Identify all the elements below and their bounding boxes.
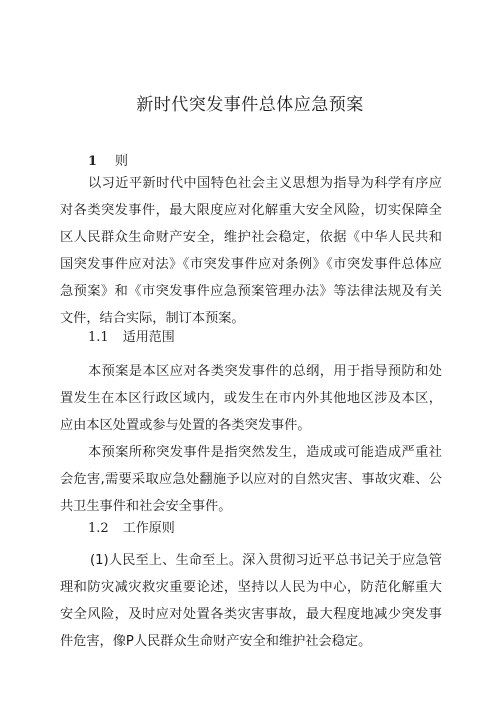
section-number: 1.2 xyxy=(88,521,109,536)
section-heading-principles xyxy=(88,517,175,536)
paragraph-guiding-principles: 以习近平新时代中国特色社会主义思想为指导为科学有序应对各类突发事件，最大限度应对化解重大安全风险，切实保障全区人民群众生命财产安全，维护社会稳定，依据《中华人民共和国突发事件应对法》《市突发事件应对条例》《市突发事件总体应急预案》和《市突发事件应急预案管理办法》等法律法规及有关文件，结合实际，制订本预案。 xyxy=(60,176,442,326)
section-number: 1.1 xyxy=(88,330,109,345)
section-title: 工作原则 xyxy=(122,521,175,536)
paragraph-definition: 本预案所称突发事件是指突然发生，造成或可能造成严重社会危害,需要采取应急处翻施予以应对的自然灾害、事故灾难、公共卫生事件和社会安全事件。 xyxy=(60,445,442,514)
section-heading-general xyxy=(88,150,128,169)
document-title: 新时代突发事件总体应急预案 xyxy=(136,95,364,115)
section-title: 适用范围 xyxy=(122,330,175,345)
section-number: 1 xyxy=(88,154,98,169)
section-heading-scope xyxy=(88,326,175,345)
paragraph-people-first: (1)人民至上、生命至上。深入贯彻习近平总书记关于应急管理和防灾减灾救灾重要论述，坚持以人民为中心，防范化解重大安全风险，及时应对处置各类灾害事故，最大程度地减少突发事件危害，像P人民群众生命财产安全和维护社会稳定。 xyxy=(60,553,442,649)
paragraph-scope: 本预案是本区应对各类突发事件的总纲，用于指导预防和处置发生在本区行政区域内，或发生在市内外其他地区涉及本区，应由本区处置或参与处置的各类突发事件。 xyxy=(60,364,442,433)
section-title: 则 xyxy=(115,154,129,169)
